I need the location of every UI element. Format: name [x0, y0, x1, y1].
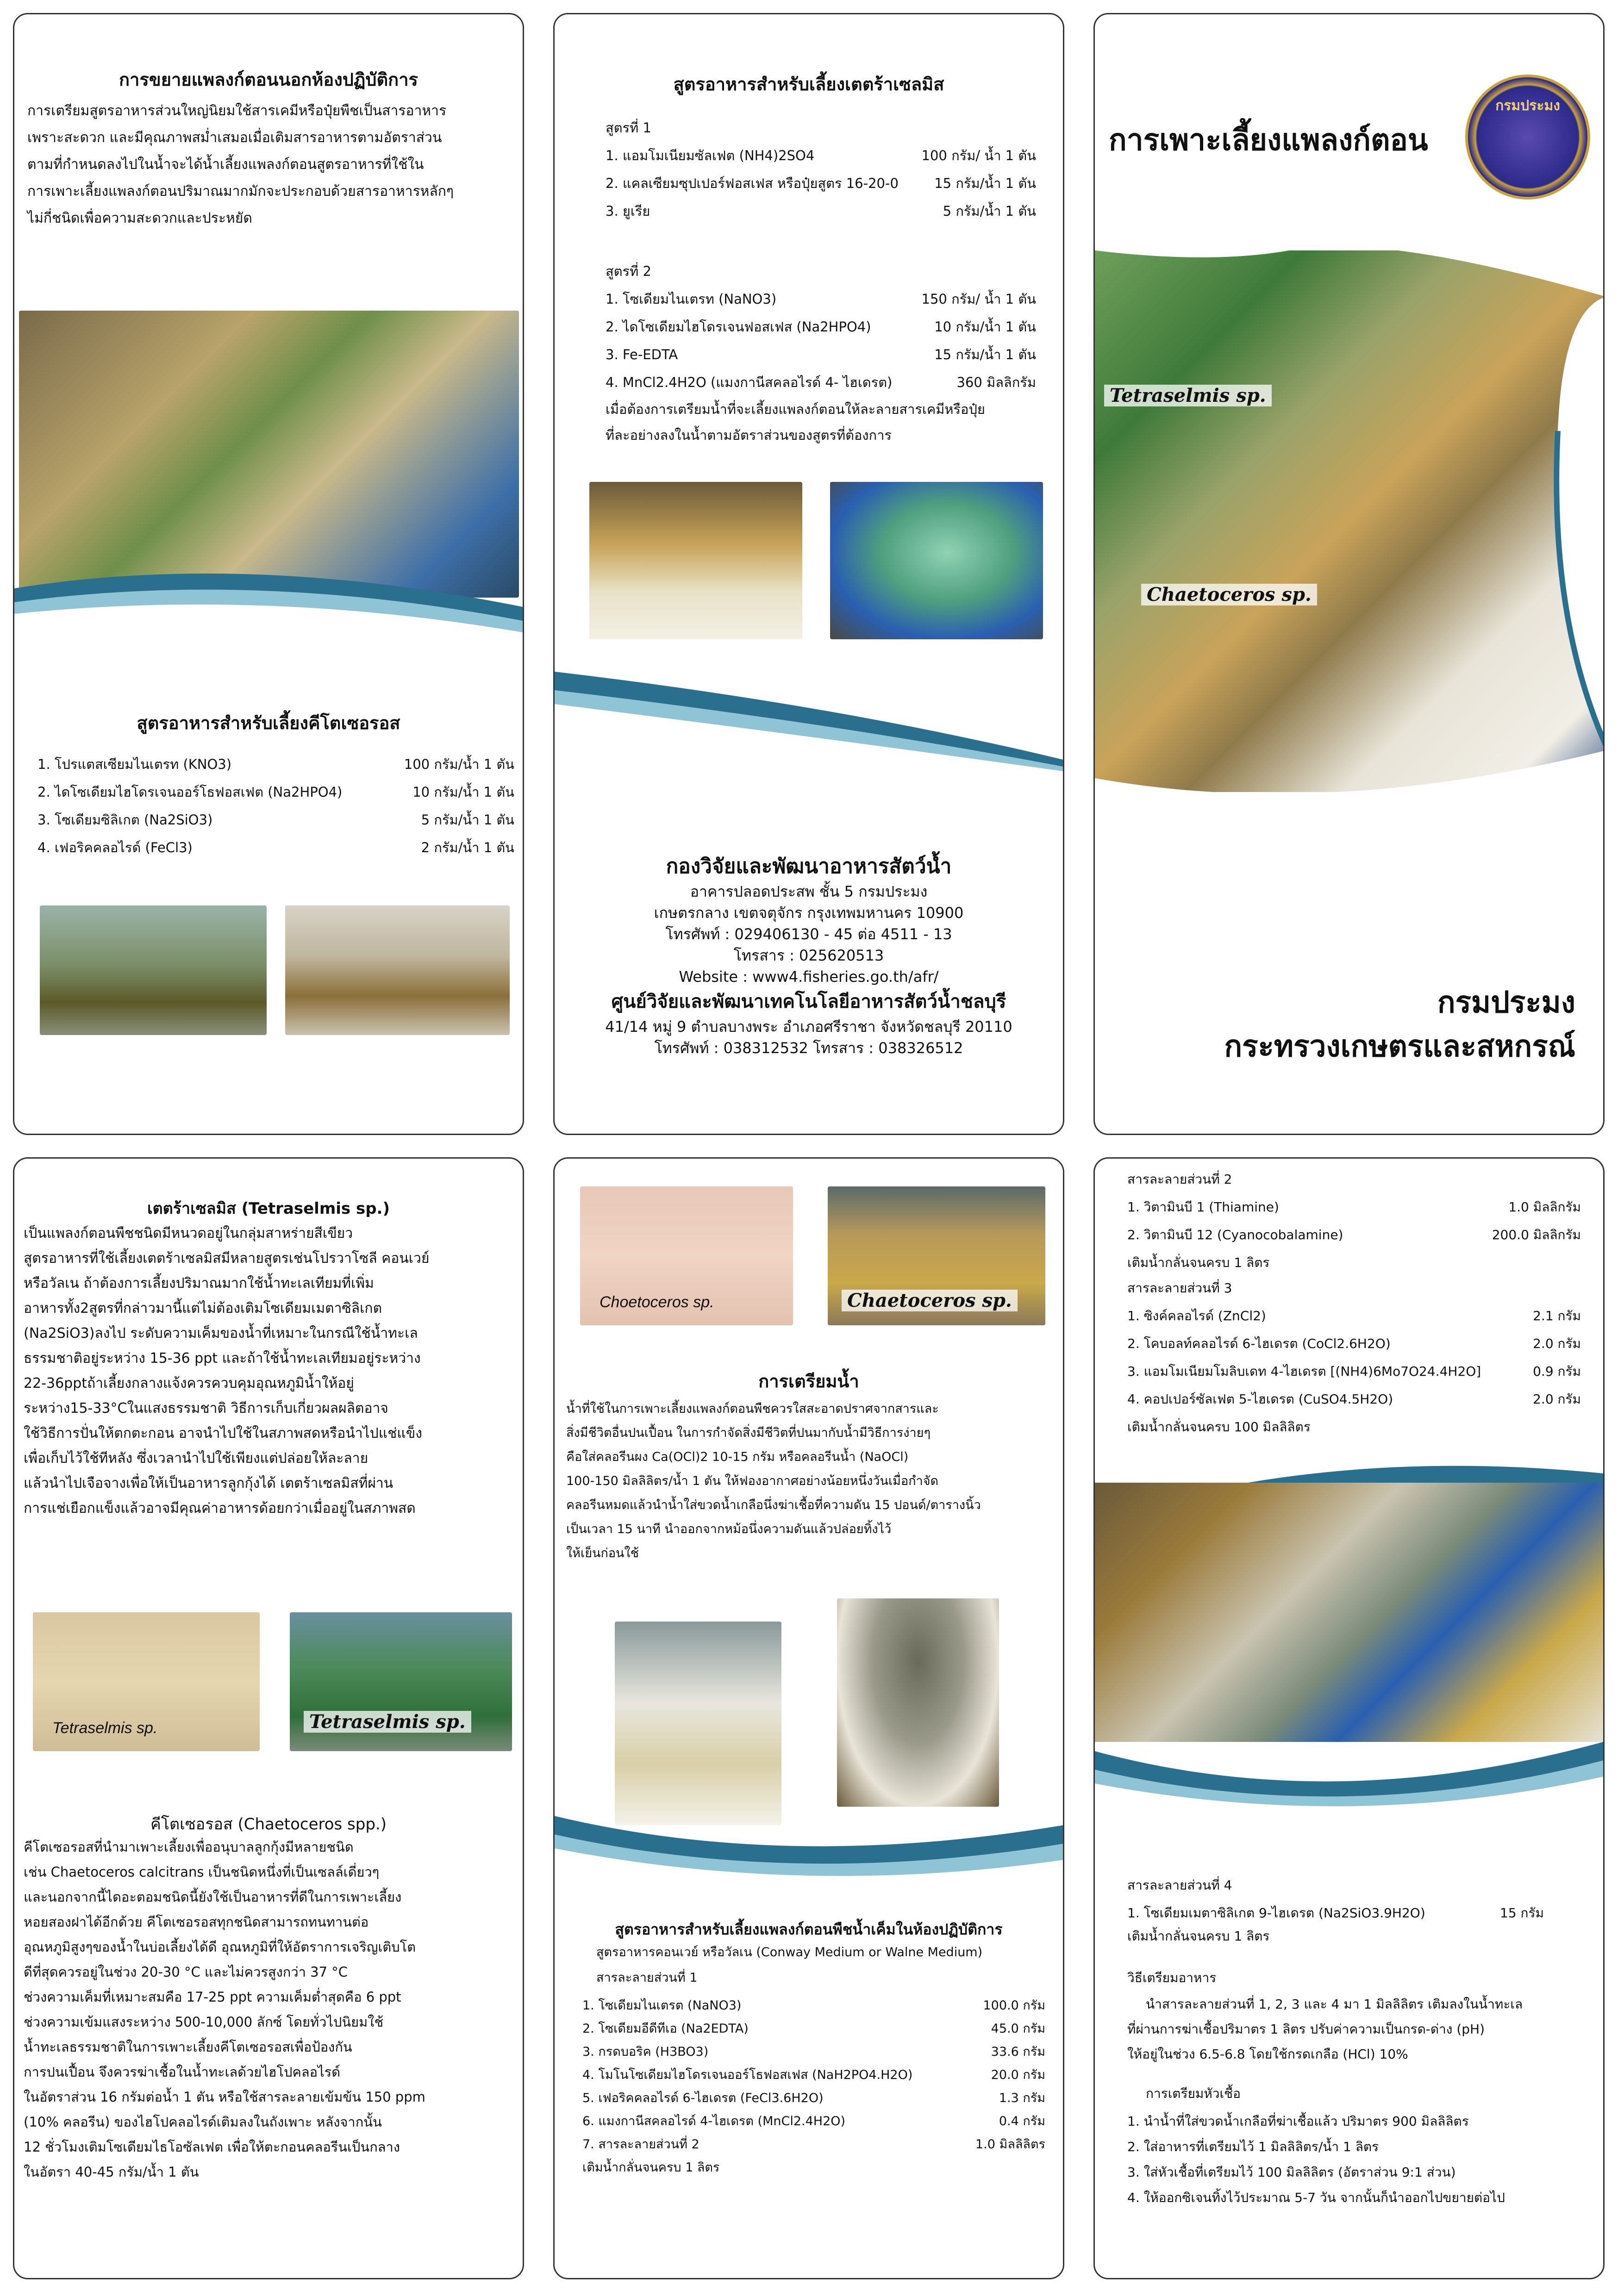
formula-row: 3. ยูเรีย 5 กรัม/น้ำ 1 ตัน — [606, 203, 1036, 219]
wave-decoration — [14, 551, 523, 644]
part4-label: สารละลายส่วนที่ 4 — [1127, 1878, 1232, 1893]
formula-row: 6. แมงกานีสคลอไรด์ 4-ไฮเดรต (MnCl2.4H2O) 0.4 กรัม — [582, 2114, 1045, 2128]
panel-tetraselmis-formula — [553, 13, 1064, 1135]
buckets-photo — [615, 1622, 781, 1825]
tetraselmis-heading: เตตร้าเซลมิส (Tetraselmis sp.) — [147, 1199, 390, 1218]
lab-formula-subheading: สูตรอาหารคอนเวย์ หรือวัลเน (Conway Medium or Walne Medium) — [596, 1945, 983, 1959]
part3-fill-note: เติมน้ำกลั่นจนครบ 100 มิลลิลิตร — [1127, 1419, 1311, 1435]
wave-decoration — [555, 1797, 1063, 1899]
website-link[interactable]: Website : www4.fisheries.go.th/afr/ — [679, 968, 939, 986]
formula-row: 1. โซเดียมไนเตรท (NaNO3) 150 กรัม/ น้ำ 1 ตัน — [606, 291, 1036, 307]
formula-row: 4. MnCl2.4H2O (แมงกานีสคลอไรด์ 4- ไฮเดรต) 360 มิลลิกรัม — [606, 374, 1036, 390]
starter-step: 1. นำน้ำที่ใส่ขวดน้ำเกลือที่ฆ่าเชื้อแล้ว ปริมาตร 900 มิลลิลิตร — [1127, 2114, 1469, 2129]
part2-label: สารละลายส่วนที่ 2 — [1127, 1172, 1232, 1187]
wave-decoration — [1095, 1723, 1603, 1830]
formula-row: 2. โคบอลท์คลอไรด์ 6-ไฮเดรต (CoCl2.6H2O) 2.0 กรัม — [1127, 1336, 1581, 1351]
formula-row: 4. โมโนโซเดียมไฮโดรเจนออร์โธฟอสเฟส (NaH2PO4.H2O) 20.0 กรัม — [582, 2068, 1045, 2082]
phone-line: โทรศัพท์ : 029406130 - 45 ต่อ 4511 - 13 — [665, 925, 952, 943]
outdoor-bottles-photo — [40, 905, 267, 1035]
part1-label: สารละลายส่วนที่ 1 — [596, 1971, 698, 1985]
formula-row: 1. แอมโมเนียมซัลเฟต (NH4)2SO4 100 กรัม/ น้ำ 1 ตัน — [606, 148, 1036, 163]
formula-row: 2. แคลเซียมซุปเปอร์ฟอสเฟส หรือปุ๋ยสูตร 16-20-0 15 กรัม/น้ำ 1 ตัน — [606, 175, 1036, 191]
part2-fill-note: เติมน้ำกลั่นจนครบ 1 ลิตร — [1127, 1255, 1270, 1270]
division-name: กองวิจัยและพัฒนาอาหารสัตว์น้ำ — [666, 855, 952, 878]
ministry-name: กระทรวงเกษตรและสหกรณ์ — [1224, 1029, 1575, 1064]
method-heading: วิธีเตรียมอาหาร — [1127, 1970, 1217, 1985]
formula-row: 1. โปรแตสเซียมไนเตรท (KNO3) 100 กรัม/น้ำ 1 ตัน — [37, 756, 514, 772]
part1-fill-note: เติมน้ำกลั่นจนครบ 1 ลิตร — [582, 2160, 720, 2175]
address-line: เกษตรกลาง เขตจตุจักร กรุงเทพมหานคร 10900 — [654, 904, 964, 922]
water-prep-body: น้ำที่ใช้ในการเพาะเลี้ยงแพลงก์ตอนพืชควรใสสะอาดปราศจากสารและ สิ่งมีชีวิตอื่นปนเปื้อน ในการกำจัดสิ่งมีชีวิตที่ปนมากับน้ำมีวิธีการง่ายๆ คือใส่คลอรีนผง Ca(OCl)2 10-15 กรัม หรือคลอรีนน้ำ (NaOCl) 100-150 มิลลิลิตร/น้ำ 1 ตัน ให้ฟองอากาศอย่างน้อยหนึ่งวันเมื่อกำจัด คลอรีนหมดแล้วนำน้ำใส่ขวดน้ำเกลือนึ่งฆ่าเชื้อที่ความดัน 15 ปอนด์/ตารางนิ้ว เป็นเวลา 15 นาที นำออกจากหม้อนึ่งความดันแล้วปล่อยทิ้งไว้ ให้เย็นก่อนใช้ — [566, 1402, 981, 1560]
center-address: 41/14 หมู่ 9 ตำบลบางพระ อำเภอศรีราชา จังหวัดชลบุรี 20110 — [605, 1018, 1012, 1036]
formula-row: 4. คอปเปอร์ซัลเฟต 5-ไฮเดรต (CuSO4.5H2O) 2.0 กรัม — [1127, 1391, 1581, 1407]
cover-title: การเพาะเลี้ยงแพลงก์ตอน — [1109, 123, 1428, 157]
tetraselmis-formula-heading: สูตรอาหารสำหรับเลี้ยงเตตร้าเซลมิส — [673, 74, 944, 94]
part4-fill-note: เติมน้ำกลั่นจนครบ 1 ลิตร — [1127, 1928, 1270, 1944]
formula-row: 1. ซิงค์คลอไรด์ (ZnCl2) 2.1 กรัม — [1127, 1308, 1581, 1323]
lab-formula-heading: สูตรอาหารสำหรับเลี้ยงแพลงก์ตอนพืชน้ำเค็มในห้องปฏิบัติการ — [615, 1921, 1003, 1938]
bottles-caption: Chaetoceros sp. — [842, 1290, 1018, 1311]
contact-block — [555, 852, 1063, 1059]
panel-medium-preparation — [1093, 1157, 1605, 2279]
panel-cover — [1093, 13, 1605, 1135]
wave-decoration — [555, 653, 1063, 774]
formula-row: 3. กรดบอริค (H3BO3) 33.6 กรัม — [582, 2045, 1045, 2059]
chaetoceros-bottles-photo — [828, 1186, 1045, 1325]
lab-culture-photo — [1095, 1483, 1605, 1742]
formula-row: 1. วิตามินบี 1 (Thiamine) 1.0 มิลลิกรัม — [1127, 1199, 1581, 1215]
bottles-caption: Tetraselmis sp. — [304, 1711, 471, 1733]
panel-species-info — [13, 1157, 524, 2279]
chaetoceros-heading: คีโตเซอรอส (Chaetoceros spp.) — [150, 1815, 387, 1834]
logo-text: กรมประมง — [1495, 98, 1560, 114]
fax-line: โทรสาร : 025620513 — [733, 947, 884, 964]
panel-outdoor-culture — [13, 13, 524, 1135]
cover-wave-mask — [1095, 237, 1605, 820]
formula-row: 5. เฟอริคคลอไรด์ 6-ไฮเดรต (FeCl3.6H2O) 1.3 กรัม — [582, 2091, 1045, 2105]
formula1-label: สูตรที่ 1 — [606, 120, 651, 136]
tetraselmis-micro-photo — [33, 1612, 260, 1751]
formula-row: 3. Fe-EDTA 15 กรัม/น้ำ 1 ตัน — [606, 347, 1036, 362]
starter-heading: การเตรียมหัวเชื้อ — [1146, 2086, 1241, 2101]
formula-note: เมื่อต้องการเตรียมน้ำที่จะเลี้ยงแพลงก์ตอนให้ละลายสารเคมีหรือปุ๋ย ที่ละอย่างลงในน้ำตามอัตราส่วนของสูตรที่ต้องการ — [606, 401, 985, 443]
outdoor-heading: การขยายแพลงก์ตอนนอกห้องปฏิบัติการ — [119, 69, 418, 90]
starter-step: 2. ใส่อาหารที่เตรียมไว้ 1 มิลลิลิตร/น้ำ 1 ลิตร — [1127, 2139, 1379, 2154]
department-logo — [1465, 75, 1590, 200]
chaetoceros-formula-heading: สูตรอาหารสำหรับเลี้ยงคีโตเซอรอส — [137, 713, 400, 733]
starter-step: 3. ใส่หัวเชื้อที่เตรียมไว้ 100 มิลลิลิตร (อัตราส่วน 9:1 ส่วน) — [1127, 2165, 1456, 2180]
outdoor-intro: การเตรียมสูตรอาหารส่วนใหญ่นิยมใช้สารเคมีหรือปุ๋ยพืชเป็นสารอาหาร เพราะสะดวก และมีคุณภาพสม่ำเสมอเมื่อเติมสารอาหารตามอัตราส่วน ตามที่กำหนดลงไปในน้ำจะได้น้ำเลี้ยงแพลงก์ตอนสูตรอาหารที่ใช้ใน การเพาะเลี้ยงแพลงก์ตอนปริมาณมากมักจะประกอบด้วยสารอาหารหลักๆ ไม่กี่ชนิดเพื่อความสะดวกและประหยัด — [27, 103, 454, 226]
tetraselmis-body: เป็นแพลงก์ตอนพืชชนิดมีหนวดอยู่ในกลุ่มสาหร่ายสีเขียว สูตรอาหารที่ใช้เลี้ยงเตตร้าเซลมิสมีหลายสูตรเช่นโปรวาโซลี คอนเวย์ หรือวัลเน ถ้าต้องการเลี้ยงปริมาณมากใช้น้ำทะเลเทียมที่เพิ่ม อาหารทั้ง2สูตรที่กล่าวมานี้แต่ไม่ต้องเติมโซเดียมเมตาซิลิเกต (Na2SiO3)ลงไป ระดับความเค็มของน้ำที่เหมาะในกรณีใช้น้ำทะเล ธรรมชาติอยู่ระหว่าง 15-36 ppt และถ้าใช้น้ำทะเลเทียมอยู่ระหว่าง 22-36pptถ้าเลี้ยงกลางแจ้งควรควบคุมอุณหภูมิน้ำให้อยู่ ระหว่าง15-33°Cในแสงธรรมชาติ วิธีการเก็บเกี่ยวผลผลิตอาจ ใช้วิธีการปั่นให้ตกตะกอน อาจนำไปใช้ในสภาพสดหรือนำไปแช่แข็ง เพื่อเก็บไว้ใช้ทีหลัง ซึ่งเวลานำไปใช้เพียงแต่ปล่อยให้ละลาย แล้วนำไปเจือจางเพื่อให้เป็นอาหารลูกกุ้งได้ เตตร้าเซลมิสที่ผ่าน การแช่เยือกแข็งแล้วอาจมีคุณค่าอาหารด้อยกว่าเมื่ออยู่ในสภาพสด — [24, 1225, 430, 1516]
tank-photo — [830, 482, 1043, 639]
micro-caption: Choetoceros sp. — [600, 1293, 714, 1311]
micro-caption: Tetraselmis sp. — [52, 1719, 158, 1737]
formula-row: 1. โซเดียมไนเตรต (NaNO3) 100.0 กรัม — [582, 1998, 1045, 2013]
formula-row: 3. แอมโมเนียมโมลิบเดท 4-ไฮเดรต [(NH4)6Mo7O24.4H2O] 0.9 กรัม — [1127, 1364, 1581, 1379]
formula2-label: สูตรที่ 2 — [606, 263, 651, 279]
chaetoceros-caption: Chaetoceros sp. — [1141, 584, 1317, 605]
department-name: กรมประมง — [1437, 986, 1575, 1020]
center-phone: โทรศัพท์ : 038312532 โทรสาร : 038326512 — [654, 1039, 963, 1057]
formula-row: 3. โซเดียมซิลิเกต (Na2SiO3) 5 กรัม/น้ำ 1 ตัน — [37, 812, 514, 828]
formula-row: 2. โซเดียมอีดีทีเอ (Na2EDTA) 45.0 กรัม — [582, 2021, 1045, 2036]
starter-step: 4. ให้ออกซิเจนทิ้งไว้ประมาณ 5-7 วัน จากนั้นก็นำออกไปขยายต่อไป — [1127, 2190, 1505, 2205]
formula-row: 1. โซเดียมเมตาซิลิเกต 9-ไฮเดรต (Na2SiO3.9H2O) 15 กรัม — [1127, 1905, 1544, 1921]
test-tubes-photo — [285, 905, 510, 1035]
formula-row: 7. สารละลายส่วนที่ 2 1.0 มิลลิลิตร — [582, 2137, 1045, 2152]
formula-row: 2. ไดโซเดียมไฮโดรเจนฟอสเฟส (Na2HPO4) 10 กรัม/น้ำ 1 ตัน — [606, 319, 1036, 335]
tetraselmis-bottles-photo — [290, 1612, 512, 1751]
tetraselmis-caption: Tetraselmis sp. — [1104, 385, 1272, 406]
address-line: อาคารปลอดประสพ ชั้น 5 กรมประมง — [690, 883, 928, 900]
water-prep-heading: การเตรียมน้ำ — [758, 1371, 859, 1391]
buckets-photo — [589, 482, 802, 639]
formula-row: 4. เฟอริคคลอไรด์ (FeCl3) 2 กรัม/น้ำ 1 ตัน — [37, 840, 514, 855]
formula-row: 2. ไดโซเดียมไฮโดรเจนออร์โธฟอสเฟต (Na2HPO4) 10 กรัม/น้ำ 1 ตัน — [37, 784, 514, 800]
part3-label: สารละลายส่วนที่ 3 — [1127, 1280, 1232, 1296]
panel-water-preparation — [553, 1157, 1064, 2279]
method-body: นำสารละลายส่วนที่ 1, 2, 3 และ 4 มา 1 มิลลิลิตร เติมลงในน้ำทะเล ที่ผ่านการฆ่าเชื้อปริมาตร 1 ลิตร ปรับค่าความเป็นกรด-ด่าง (pH) ให้อยู่ในช่วง 6.5-6.8 โดยใช้กรดเกลือ (HCl) 10% — [1127, 1997, 1523, 2062]
center-name: ศูนย์วิจัยและพัฒนาเทคโนโลยีอาหารสัตว์น้ำชลบุรี — [611, 991, 1006, 1012]
chaetoceros-micro-photo — [580, 1186, 793, 1325]
bucket-closeup-photo — [837, 1598, 999, 1807]
chaetoceros-body: คีโตเซอรอสที่นำมาเพาะเลี้ยงเพื่ออนุบาลลูกกุ้งมีหลายชนิด เช่น Chaetoceros calcitrans เป็นชนิดหนึ่งที่เป็นเซลล์เดี่ยวๆ และนอกจากนี้ไดอะตอมชนิดนี้ยังใช้เป็นอาหารที่ดีในการเพาะเลี้ยง หอยสองฝาได้อีกด้วย คีโตเซอรอสทุกชนิดสามารถทนทานต่อ อุณหภูมิสูงๆของน้ำในบ่อเลี้ยงได้ดี อุณหภูมิที่ให้อัตราการเจริญเติบโต ดีที่สุดควรอยู่ในช่วง 20-30 °C และไม่ควรสูงกว่า 37 °C ช่วงความเค็มที่เหมาะสมคือ 17-25 ppt ความเค็มต่ำสุดคือ 6 ppt ช่วงความเข้มแสงระหว่าง 500-10,000 ลักซ์ โดยทั่วไปนิยมใช้ น้ำทะเลธรรมชาติในการเพาะเลี้ยงคีโตเซอรอสเพื่อป้องกัน การปนเปื้อน จึงควรฆ่าเชื้อในน้ำทะเลด้วยไฮโปคลอไรด์ ในอัตราส่วน 16 กรัมต่อน้ำ 1 ตัน หรือใช้สารละลายเข้มข้น 150 ppm (10% คลอรีน) ของไฮโปคลอไรด์เติมลงในถังเพาะ หลังจากนั้น 12 ชั่วโมงเติมโซเดียมไธโอซัลเฟต เพื่อให้ตะกอนคลอรีนเป็นกลาง ในอัตรา 40-45 กรัม/น้ำ 1 ตัน — [24, 1839, 425, 2180]
formula-row: 2. วิตามินบี 12 (Cyanocobalamine) 200.0 มิลลิกรัม — [1127, 1227, 1581, 1242]
